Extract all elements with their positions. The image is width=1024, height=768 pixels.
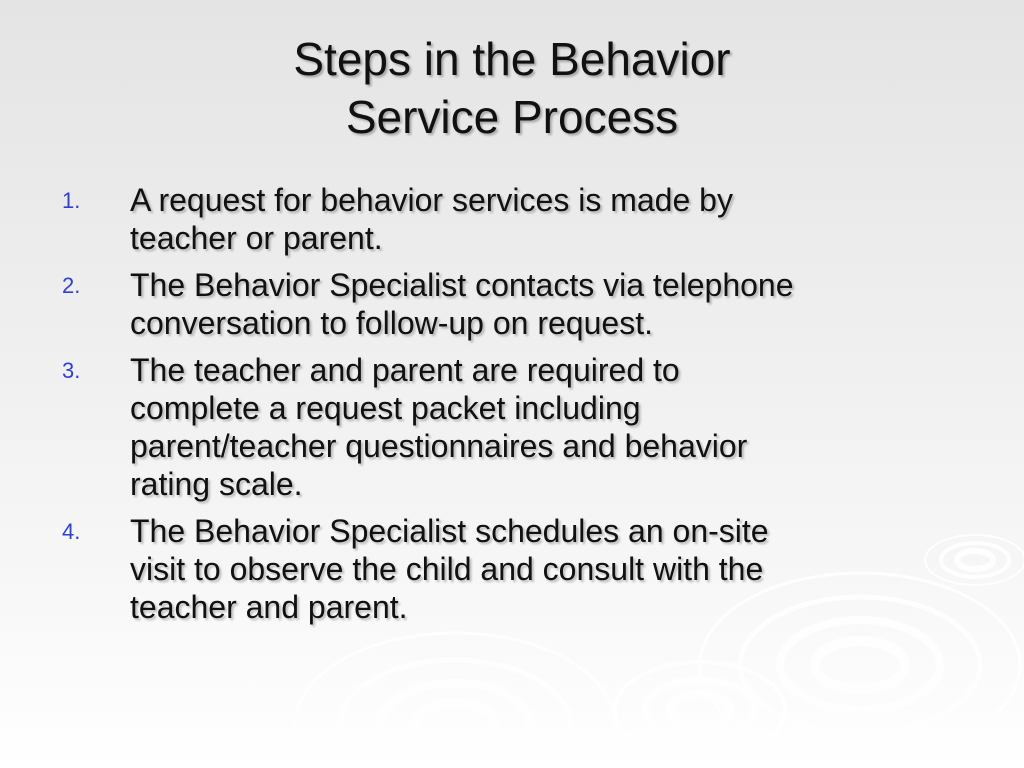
title-line: Service Process [345, 91, 679, 143]
step-item [0, 181, 1000, 257]
step-text-line: The Behavior Specialist schedules an on-site [130, 513, 769, 549]
step-text-line: The Behavior Specialist contacts via telephone [130, 267, 794, 303]
step-number: 2. [62, 273, 81, 298]
step-text-line: complete a request packet including [130, 390, 641, 426]
step-text-line: The teacher and parent are required to [130, 352, 680, 388]
step-text-line: conversation to follow-up on request. [130, 305, 653, 341]
step-text-line: rating scale. [130, 466, 303, 502]
ripple-group-left [295, 633, 615, 768]
step-item [0, 512, 1000, 626]
title-line: Steps in the Behavior [293, 33, 731, 85]
step-text-line: teacher and parent. [130, 589, 408, 625]
step-text-line: parent/teacher questionnaires and behavior [130, 428, 748, 464]
step-number: 4. [62, 519, 81, 544]
step-text-line: visit to observe the child and consult with the [130, 551, 764, 587]
step-number: 1. [62, 188, 81, 213]
step-text-line: A request for behavior services is made by [130, 182, 733, 218]
step-number: 3. [62, 358, 81, 383]
step-item [0, 351, 1000, 503]
slide-title [0, 30, 1024, 146]
step-text-line: teacher or parent. [130, 220, 383, 256]
step-item [0, 266, 1000, 342]
steps-list [0, 181, 1000, 635]
